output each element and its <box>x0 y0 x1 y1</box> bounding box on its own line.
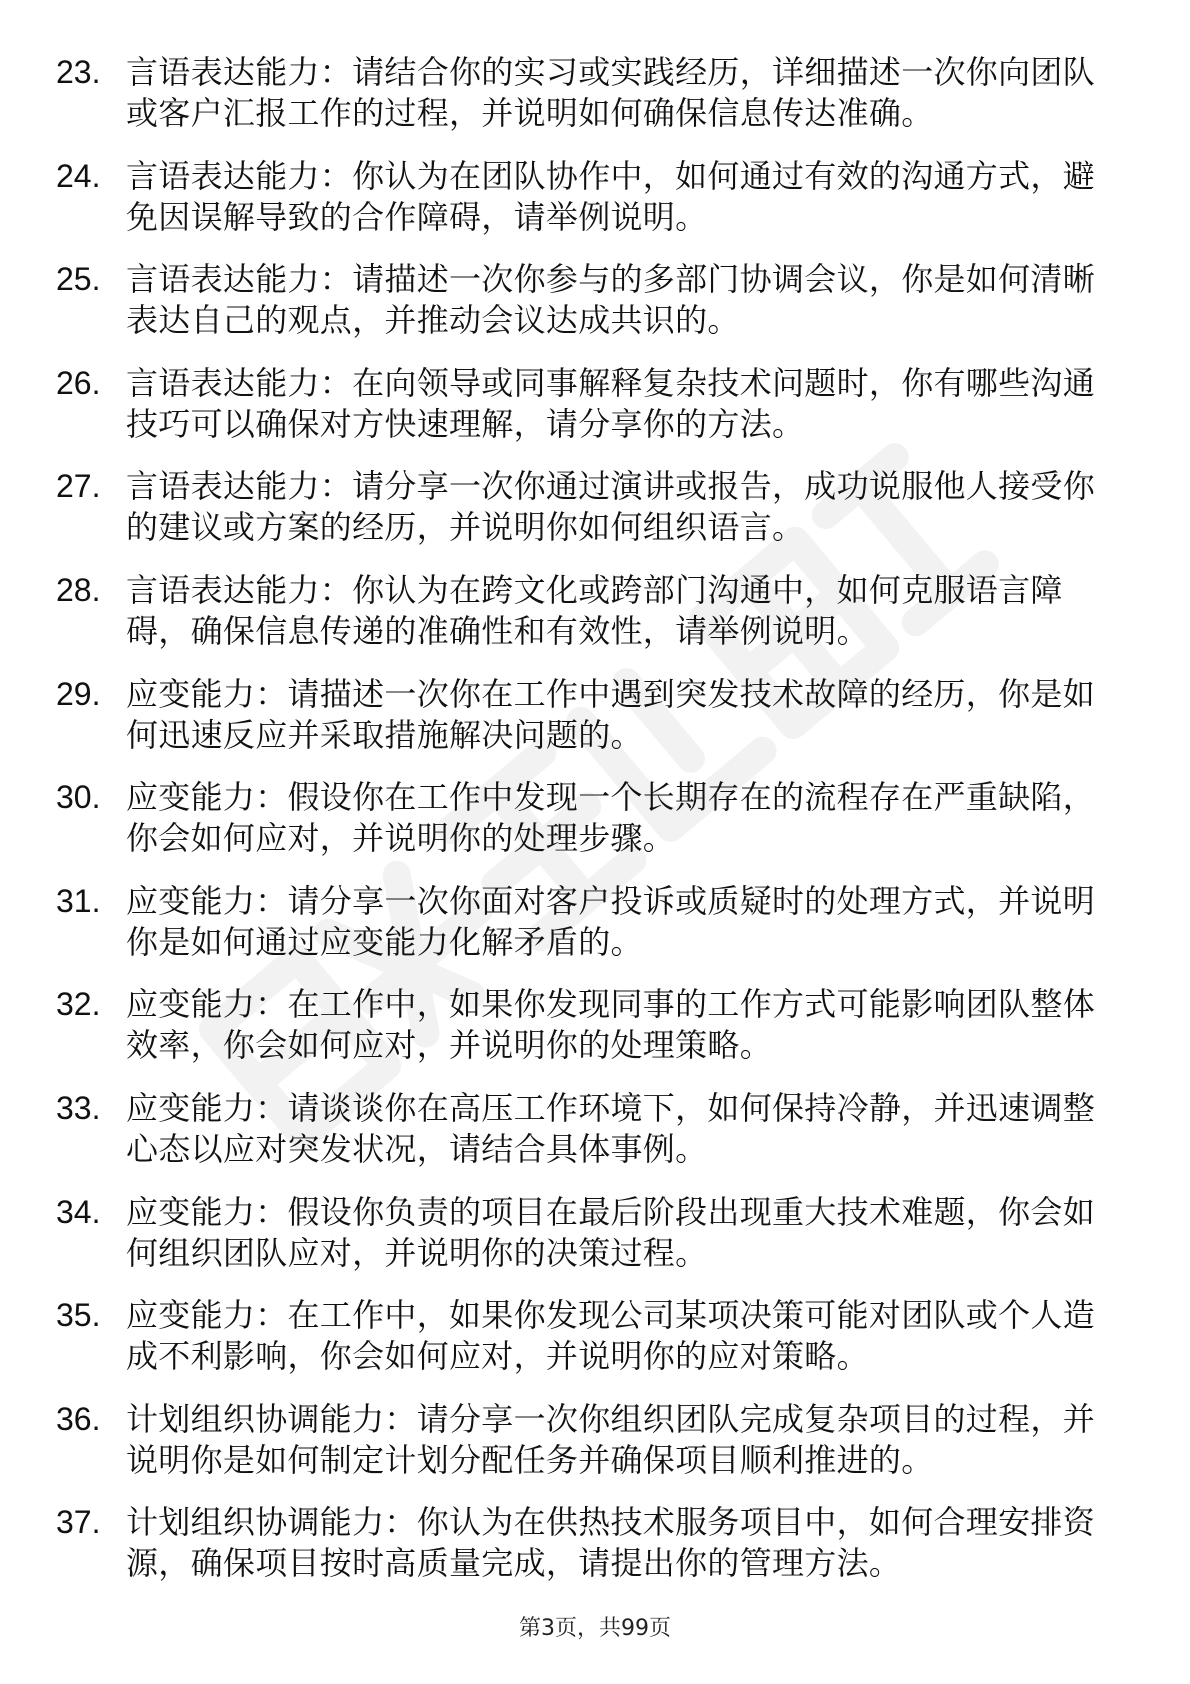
question-item <box>0 777 1190 881</box>
question-text: 言语表达能力：请描述一次你参与的多部门协调会议，你是如何清晰表达自己的观点，并推动会议达成共识的。 <box>126 260 1096 340</box>
question-text: 应变能力：假设你在工作中发现一个长期存在的流程存在严重缺陷，你会如何应对，并说明你的处理步骤。 <box>126 778 1096 858</box>
question-item <box>0 984 1190 1088</box>
question-number: 28. <box>56 571 101 608</box>
question-item <box>0 674 1190 778</box>
question-text: 言语表达能力：请分享一次你通过演讲或报告，成功说服他人接受你的建议或方案的经历，并说明你如何组织语言。 <box>126 467 1096 547</box>
question-number: 25. <box>56 261 101 298</box>
question-text: 应变能力：请描述一次你在工作中遇到突发技术故障的经历，你是如何迅速反应并采取措施解决问题的。 <box>126 674 1096 754</box>
question-item <box>0 1192 1190 1296</box>
question-number: 34. <box>56 1193 101 1230</box>
question-item <box>0 156 1190 260</box>
question-item <box>0 881 1190 985</box>
question-item <box>0 259 1190 363</box>
question-text: 言语表达能力：请结合你的实习或实践经历，详细描述一次你向团队或客户汇报工作的过程，并说明如何确保信息传达准确。 <box>126 53 1096 132</box>
question-item <box>0 1502 1190 1606</box>
question-number: 23. <box>56 54 101 90</box>
question-number: 27. <box>56 468 101 505</box>
question-text: 应变能力：请分享一次你面对客户投诉或质疑时的处理方式，并说明你是如何通过应变能力化解矛盾的。 <box>126 881 1096 961</box>
question-number: 36. <box>56 1400 101 1437</box>
question-text: 计划组织协调能力：请分享一次你组织团队完成复杂项目的过程，并说明你是如何制定计划分配任务并确保项目顺利推进的。 <box>126 1399 1096 1479</box>
question-number: 31. <box>56 882 101 919</box>
question-number: 32. <box>56 986 101 1023</box>
question-text: 应变能力：在工作中，如果你发现公司某项决策可能对团队或个人造成不利影响，你会如何应对，并说明你的应对策略。 <box>126 1296 1096 1376</box>
question-item <box>0 466 1190 570</box>
question-number: 29. <box>56 675 101 712</box>
question-text: 言语表达能力：你认为在团队协作中，如何通过有效的沟通方式，避免因误解导致的合作障碍，请举例说明。 <box>126 156 1096 236</box>
question-text: 应变能力：假设你负责的项目在最后阶段出现重大技术难题，你会如何组织团队应对，并说明你的决策过程。 <box>126 1192 1096 1272</box>
question-item <box>0 363 1190 467</box>
question-number: 30. <box>56 779 101 816</box>
question-text: 言语表达能力：你认为在跨文化或跨部门沟通中，如何克服语言障碍，确保信息传递的准确性和有效性，请举例说明。 <box>126 570 1063 650</box>
question-text: 计划组织协调能力：你认为在供热技术服务项目中，如何合理安排资源，确保项目按时高质量完成，请提出你的管理方法。 <box>126 1503 1096 1583</box>
question-text: 应变能力：请谈谈你在高压工作环境下，如何保持冷静，并迅速调整心态以应对突发状况，请结合具体事例。 <box>126 1088 1096 1168</box>
question-item <box>0 1399 1190 1503</box>
question-number: 33. <box>56 1089 101 1126</box>
question-item <box>0 1088 1190 1192</box>
question-number: 35. <box>56 1297 101 1334</box>
page-footer: 第3页，共99页 <box>519 1616 671 1641</box>
question-list <box>0 52 1190 1606</box>
question-item <box>0 570 1190 674</box>
question-number: 24. <box>56 157 101 194</box>
question-number: 26. <box>56 364 101 401</box>
question-text: 应变能力：在工作中，如果你发现同事的工作方式可能影响团队整体效率，你会如何应对，并说明你的处理策略。 <box>126 985 1096 1065</box>
question-item <box>0 1295 1190 1399</box>
question-item <box>0 52 1190 156</box>
question-number: 37. <box>56 1504 101 1541</box>
question-text: 言语表达能力：在向领导或同事解释复杂技术问题时，你有哪些沟通技巧可以确保对方快速理解，请分享你的方法。 <box>126 363 1096 443</box>
